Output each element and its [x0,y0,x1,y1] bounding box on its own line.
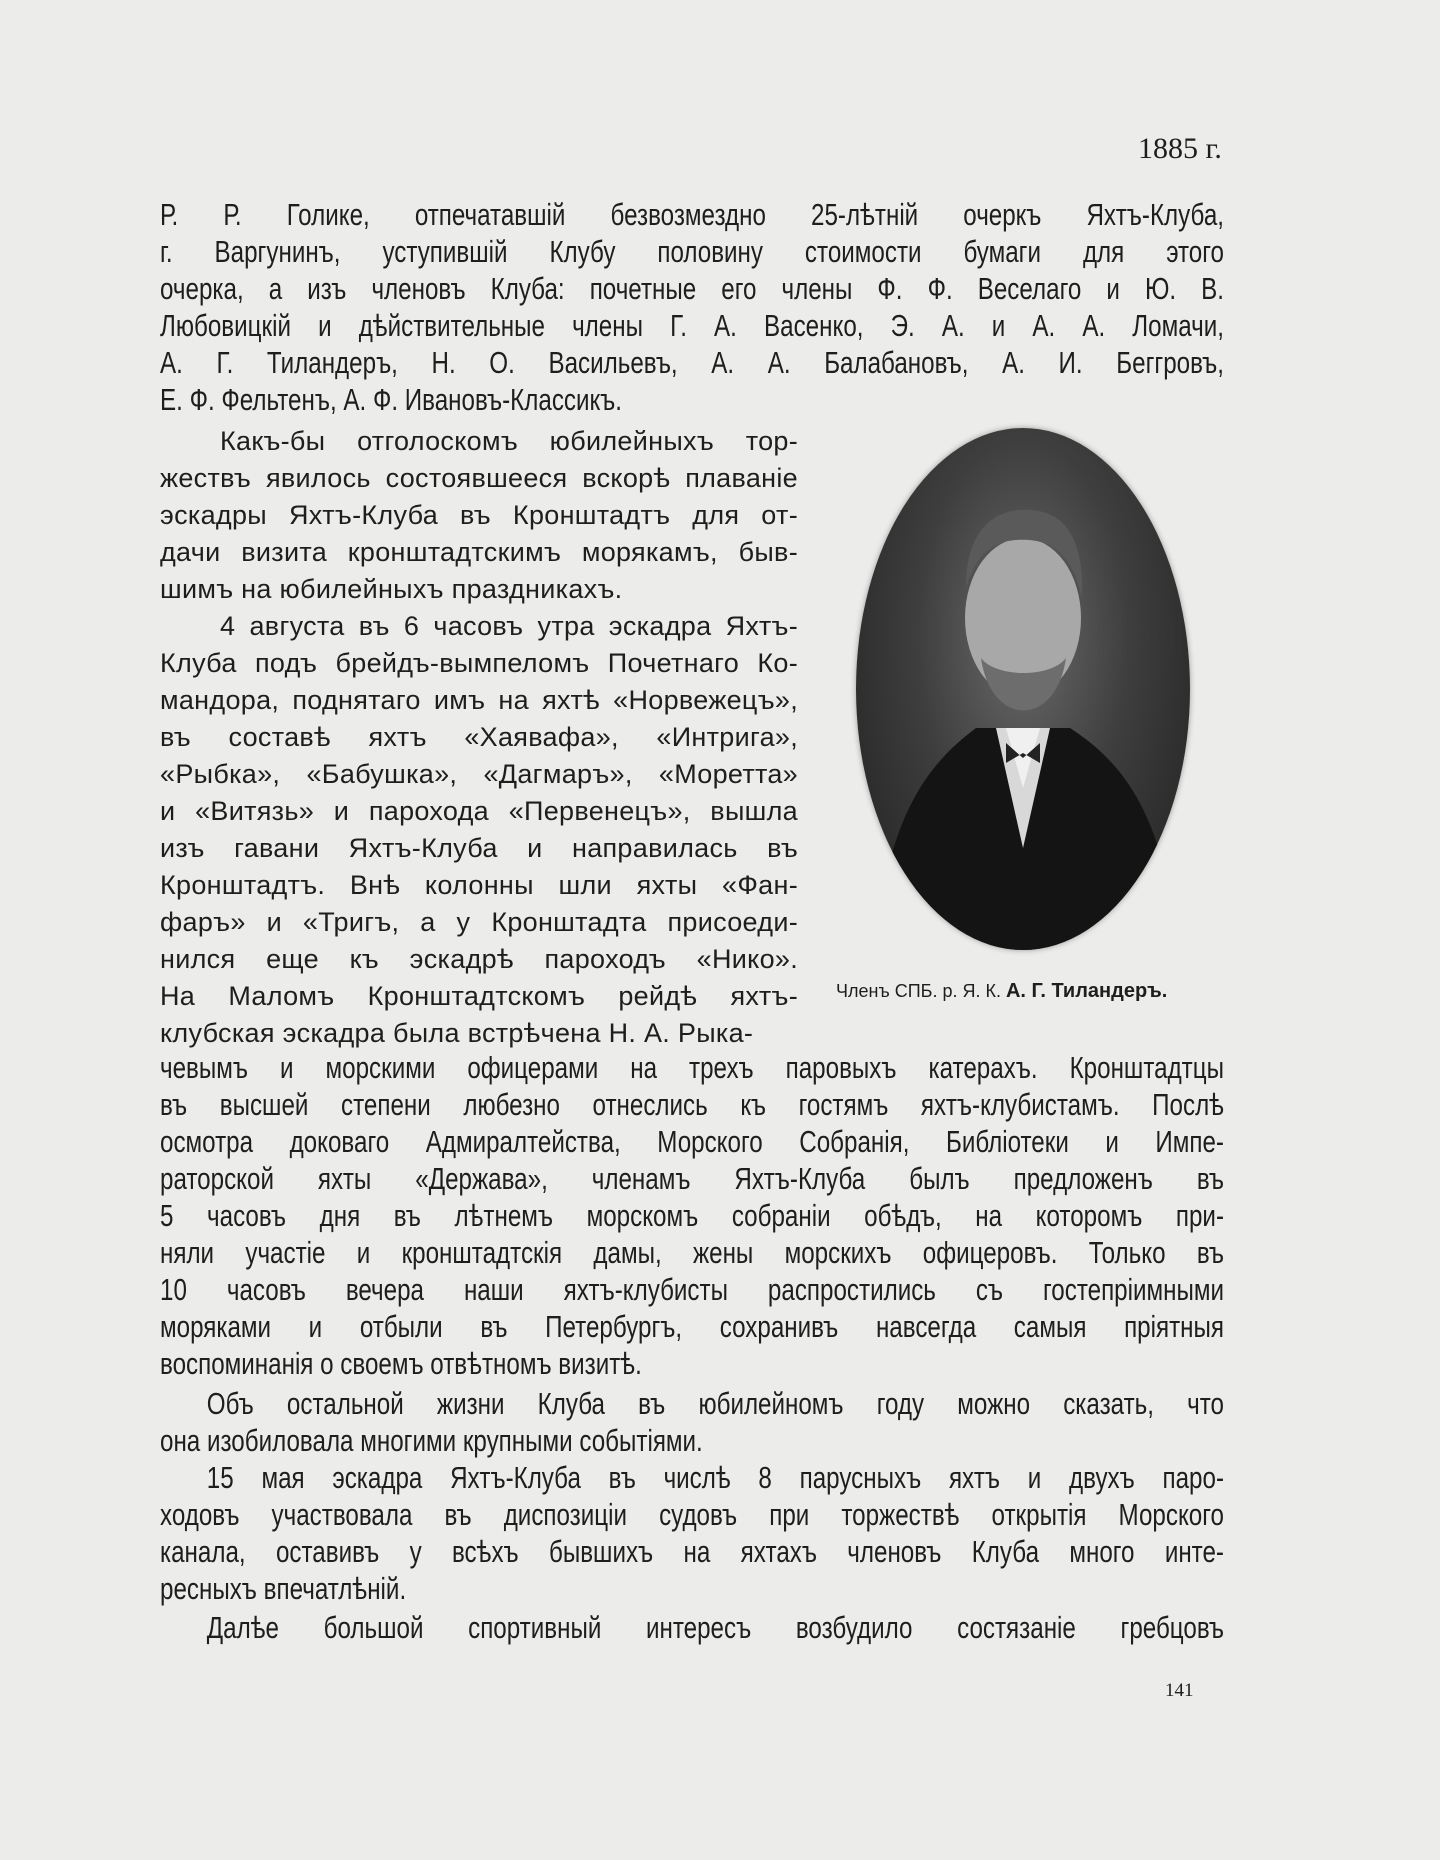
text-line: шимъ на юбилейныхъ праздникахъ. [160,574,623,604]
text-line: раторской яхты «Держава», членамъ Яхтъ-Клуба былъ предложенъ въ [160,1161,1224,1196]
figure-caption [836,980,1167,1003]
text-line: очерка, а изъ членовъ Клуба: почетные его члены Ф. Ф. Веселаго и Ю. В. [160,271,1224,306]
text-line: 4 августа въ 6 часовъ утра эскадра Яхтъ- [220,611,798,641]
running-header-year: 1885 г. [1138,132,1222,165]
text-line: осмотра доковаго Адмиралтейства, Морского Собранія, Библіотеки и Импе- [160,1124,1224,1159]
page-number: 141 [1165,1680,1194,1701]
text-line: 10 часовъ вечера наши яхтъ-клубисты распростились съ гостепріимными [160,1272,1224,1307]
paragraph-august-4 [160,608,798,1052]
text-line: Кронштадтъ. Внѣ колонны шли яхты «Фан- [160,870,798,900]
text-line: Объ остальной жизни Клуба въ юбилейномъ году можно сказать, что [206,1386,1224,1421]
paragraph-donors [160,196,1224,418]
text-line: и «Витязь» и парохода «Первенецъ», вышла [160,796,798,826]
text-line: ходовъ участвовала въ диспозиціи судовъ при торжествѣ открытія Морского [160,1497,1224,1532]
text-line: Далѣе большой спортивный интересъ возбудило состязаніе гребцовъ [206,1610,1224,1645]
text-line: дачи визита кронштадтскимъ морякамъ, быв- [160,537,798,567]
portrait-photo-tilander [856,428,1190,950]
text-line: клубская эскадра была встрѣчена Н. А. Рыка- [160,1018,754,1048]
text-line: няли участіе и кронштадтскія дамы, жены морскихъ офицеровъ. Только въ [160,1235,1224,1270]
caption-name: А. Г. Тиландеръ. [1005,980,1168,1002]
text-line: мандора, поднятаго имъ на яхтѣ «Норвежецъ», [160,685,798,715]
text-line: Р. Р. Голике, отпечатавшій безвозмездно 25-лѣтній очеркъ Яхтъ-Клуба, [160,197,1224,232]
text-line: Е. Ф. Фельтенъ, А. Ф. Ивановъ-Классикъ. [160,382,622,417]
text-line: моряками и отбыли въ Петербургъ, сохранивъ навсегда самыя пріятныя [160,1309,1224,1344]
portrait-figure [856,428,1190,950]
caption-prefix: Членъ СПБ. р. Я. К. [836,981,1001,1001]
text-line: ресныхъ впечатлѣній. [160,1571,407,1606]
text-line: она изобиловала многими крупными событіями. [160,1423,703,1458]
paragraph-rowing [160,1609,1224,1646]
text-line: въ высшей степени любезно отнеслись къ гостямъ яхтъ-клубистамъ. Послѣ [160,1087,1224,1122]
paragraph-august-4-continued [160,1049,1224,1382]
text-line: въ составѣ яхтъ «Хаявафа», «Интрига», [160,722,798,752]
text-line: жествъ явилось состоявшееся вскорѣ плаваніе [160,463,798,493]
text-line: Какъ-бы отголоскомъ юбилейныхъ тор- [220,426,798,456]
text-line: нился еще къ эскадрѣ пароходъ «Нико». [160,944,798,974]
text-line: Клуба подъ брейдъ-вымпеломъ Почетнаго Ко- [160,648,798,678]
text-line: А. Г. Тиландеръ, Н. О. Васильевъ, А. А. Балабановъ, А. И. Беггровъ, [160,345,1224,380]
paragraph-kronstadt-voyage [160,423,798,608]
text-line: На Маломъ Кронштадтскомъ рейдѣ яхтъ- [160,981,798,1011]
text-line: канала, оставивъ у всѣхъ бывшихъ на яхтахъ членовъ Клуба много инте- [160,1534,1224,1569]
paragraph-may-15 [160,1459,1224,1607]
text-line: воспоминанія о своемъ отвѣтномъ визитѣ. [160,1346,642,1381]
text-line: 5 часовъ дня въ лѣтнемъ морскомъ собраніи обѣдъ, на которомъ при- [160,1198,1224,1233]
paragraph-jubilee-year [160,1385,1224,1459]
text-line: 15 мая эскадра Яхтъ-Клуба въ числѣ 8 парусныхъ яхтъ и двухъ паро- [206,1460,1224,1495]
text-line: «Рыбка», «Бабушка», «Дагмаръ», «Моретта» [160,759,798,789]
text-line: эскадры Яхтъ-Клуба въ Кронштадтъ для от- [160,500,798,530]
text-line: г. Варгунинъ, уступившій Клубу половину стоимости бумаги для этого [160,234,1224,269]
text-line: изъ гавани Яхтъ-Клуба и направилась въ [160,833,798,863]
text-line: чевымъ и морскими офицерами на трехъ паровыхъ катерахъ. Кронштадтцы [160,1050,1224,1085]
text-line: Любовицкій и дѣйствительные члены Г. А. Васенко, Э. А. и А. А. Ломачи, [160,308,1224,343]
text-line: фаръ» и «Тригъ, а у Кронштадта присоеди- [160,907,798,937]
